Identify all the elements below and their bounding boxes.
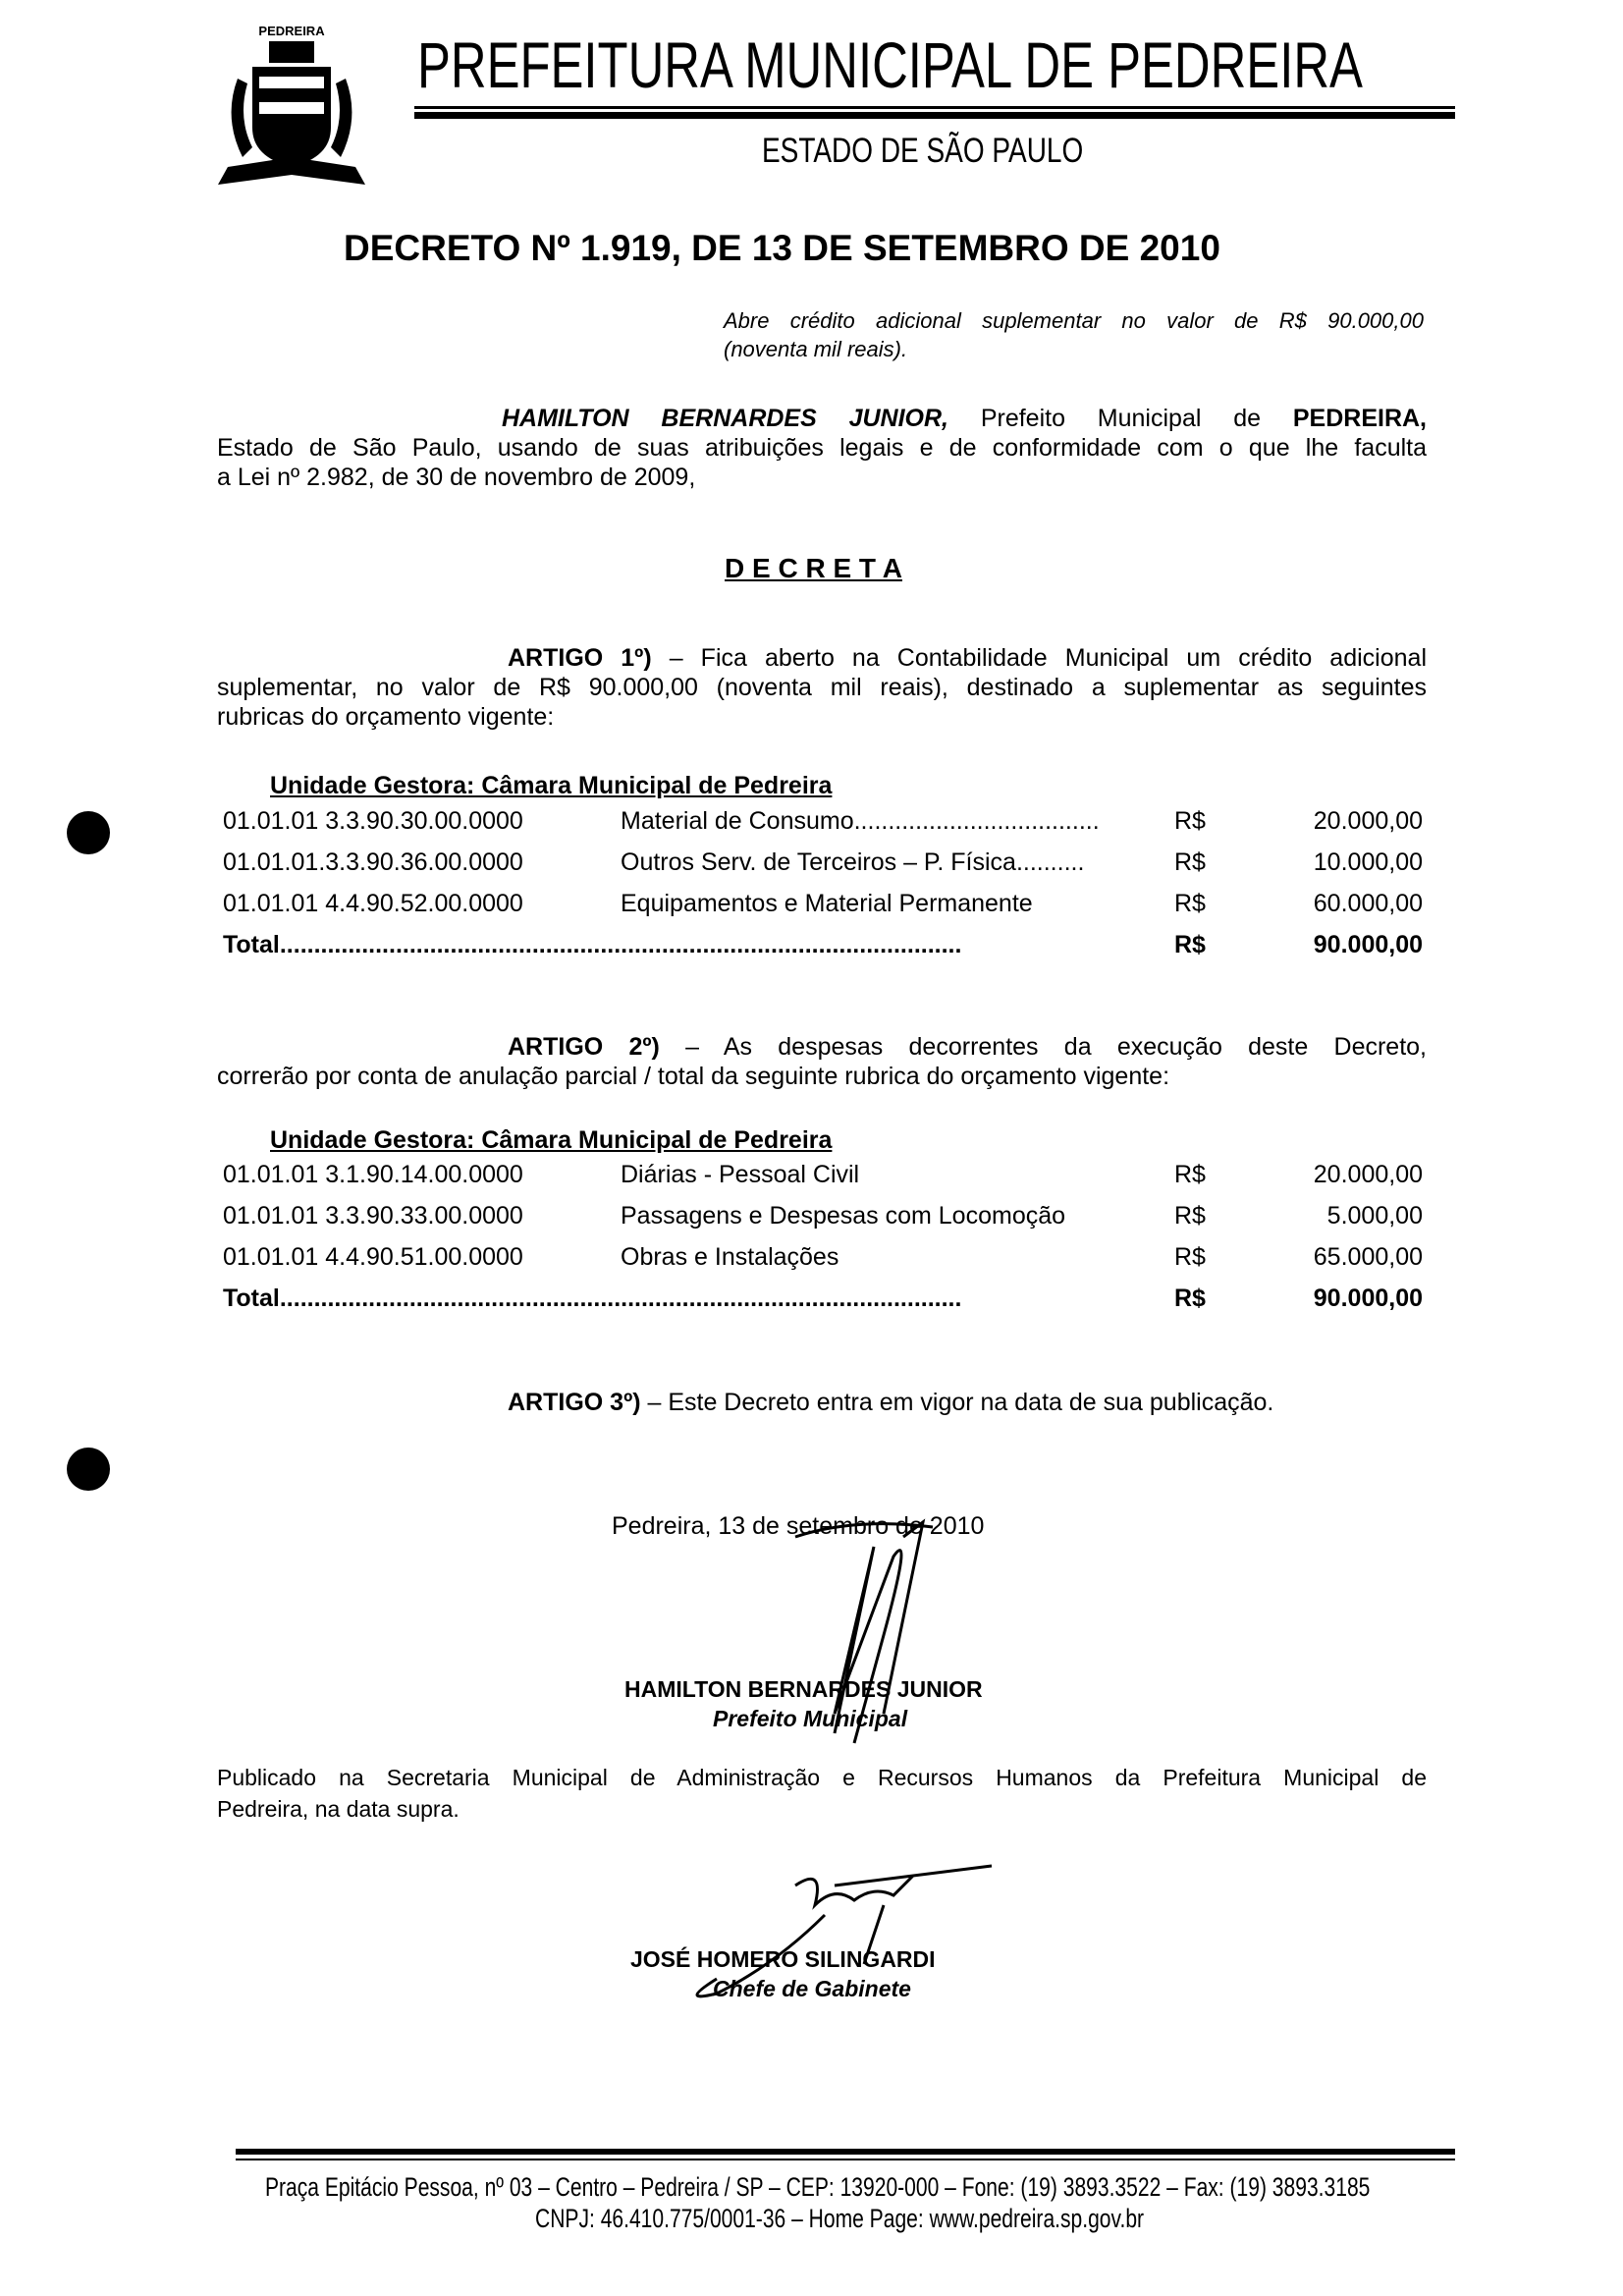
header-rule-thick: [414, 112, 1455, 119]
table-row: [223, 848, 1423, 890]
row-desc: Equipamentos e Material Permanente: [621, 890, 1033, 917]
total-value: 90.000,00: [1313, 931, 1423, 958]
crest-text: PEDREIRA: [258, 24, 325, 38]
total-label: Total....................................................................................................: [223, 931, 962, 958]
row-value: 10.000,00: [1313, 848, 1423, 876]
article1-line1: [217, 643, 1427, 673]
city-name: PEDREIRA,: [1292, 405, 1427, 432]
signer1-role: Prefeito Municipal: [713, 1706, 908, 1731]
total-currency: R$: [1174, 931, 1206, 958]
article3-text: – Este Decreto entra em vigor na data de sua publicação.: [647, 1389, 1274, 1416]
row-code: 01.01.01.3.3.90.36.00.0000: [223, 848, 523, 876]
row-value: 5.000,00: [1326, 1202, 1423, 1230]
article3-label: ARTIGO 3º): [508, 1389, 641, 1416]
table-row: [223, 1161, 1423, 1202]
table-total-row: [223, 931, 1423, 972]
total-label: Total....................................................................................................: [223, 1285, 962, 1312]
row-value: 20.000,00: [1313, 1161, 1423, 1188]
table2: [223, 1161, 1423, 1326]
article2-line1: [217, 1032, 1427, 1062]
row-currency: R$: [1174, 848, 1206, 876]
decree-summary-line2: (noventa mil reais).: [724, 337, 908, 361]
table-row: [223, 890, 1423, 931]
row-code: 01.01.01 3.3.90.33.00.0000: [223, 1202, 523, 1230]
signer2-name: JOSÉ HOMERO SILINGARDI: [630, 1946, 936, 1972]
municipal-crest: [208, 20, 375, 187]
table1-unit: Unidade Gestora: Câmara Municipal de Pedreira: [270, 772, 833, 799]
footer-cnpj: CNPJ: 46.410.775/0001-36 – Home Page: www.pedreira.sp.gov.br: [535, 2204, 1145, 2233]
preamble-line1: [217, 404, 1427, 433]
preamble-line2: Estado de São Paulo, usando de suas atribuições legais e de conformidade com o que lhe faculta: [217, 434, 1427, 462]
preamble-line3: a Lei nº 2.982, de 30 de novembro de 2009,: [217, 464, 696, 491]
article1-label: ARTIGO 1º): [508, 644, 652, 672]
row-desc: Material de Consumo....................................: [621, 807, 1100, 835]
row-value: 60.000,00: [1313, 890, 1423, 917]
row-currency: R$: [1174, 1202, 1206, 1230]
article1-text: – Fica aberto na Contabilidade Municipal um crédito adicional: [669, 644, 1427, 672]
row-currency: R$: [1174, 807, 1206, 835]
header-title: PREFEITURA MUNICIPAL DE PEDREIRA: [417, 28, 1363, 101]
row-desc: Diárias - Pessoal Civil: [621, 1161, 860, 1188]
mayor-name: HAMILTON BERNARDES JUNIOR,: [502, 405, 948, 432]
table2-unit: Unidade Gestora: Câmara Municipal de Pedreira: [270, 1126, 833, 1154]
row-value: 20.000,00: [1313, 807, 1423, 835]
row-code: 01.01.01 3.1.90.14.00.0000: [223, 1161, 523, 1188]
punch-hole-top: [67, 811, 110, 854]
decree-summary-line1: Abre crédito adicional suplementar no valor de R$ 90.000,00: [724, 308, 1424, 333]
row-desc: Passagens e Despesas com Locomoção: [621, 1202, 1066, 1230]
article2-label: ARTIGO 2º): [508, 1033, 660, 1061]
table-total-row: [223, 1285, 1423, 1326]
row-currency: R$: [1174, 1161, 1206, 1188]
decree-title: DECRETO Nº 1.919, DE 13 DE SETEMBRO DE 2010: [344, 228, 1220, 268]
row-value: 65.000,00: [1313, 1243, 1423, 1271]
row-code: 01.01.01 4.4.90.52.00.0000: [223, 890, 523, 917]
row-code: 01.01.01 4.4.90.51.00.0000: [223, 1243, 523, 1271]
article1-line3: rubricas do orçamento vigente:: [217, 703, 555, 731]
published-line2: Pedreira, na data supra.: [217, 1796, 460, 1822]
article3-line: [508, 1388, 1273, 1417]
footer-rule-thick: [236, 2149, 1455, 2155]
total-currency: R$: [1174, 1285, 1206, 1312]
header-subtitle: ESTADO DE SÃO PAULO: [762, 132, 1084, 170]
article2-text: – As despesas decorrentes da execução deste Decreto,: [685, 1033, 1427, 1061]
table-row: [223, 807, 1423, 848]
punch-hole-bottom: [67, 1448, 110, 1491]
row-desc: Outros Serv. de Terceiros – P. Física..........: [621, 848, 1085, 876]
row-code: 01.01.01 3.3.90.30.00.0000: [223, 807, 523, 835]
row-currency: R$: [1174, 890, 1206, 917]
table-row: [223, 1202, 1423, 1243]
row-desc: Obras e Instalações: [621, 1243, 839, 1271]
footer-address: Praça Epitácio Pessoa, nº 03 – Centro – Pedreira / SP – CEP: 13920-000 – Fone: (19) 3893.3522 – Fax: (19) 3893.3185: [265, 2172, 1371, 2202]
published-line1: Publicado na Secretaria Municipal de Administração e Recursos Humanos da Prefeitura Municipal de: [217, 1765, 1427, 1790]
footer-rule-thin: [236, 2159, 1455, 2160]
signer2-role: Chefe de Gabinete: [713, 1976, 911, 2001]
signer1-name: HAMILTON BERNARDES JUNIOR: [624, 1676, 983, 1702]
header-rule-thin: [414, 106, 1455, 109]
total-value: 90.000,00: [1313, 1285, 1423, 1312]
article2-line2: correrão por conta de anulação parcial / total da seguinte rubrica do orçamento vigente:: [217, 1063, 1170, 1090]
row-currency: R$: [1174, 1243, 1206, 1271]
decreta-heading: D E C R E T A: [725, 553, 902, 583]
table1: [223, 807, 1423, 972]
preamble-text: Prefeito Municipal de: [980, 405, 1262, 432]
article1-line2: suplementar, no valor de R$ 90.000,00 (noventa mil reais), destinado a suplementar as seguintes: [217, 674, 1427, 701]
table-row: [223, 1243, 1423, 1285]
place-date: Pedreira, 13 de setembro de 2010: [612, 1512, 985, 1540]
